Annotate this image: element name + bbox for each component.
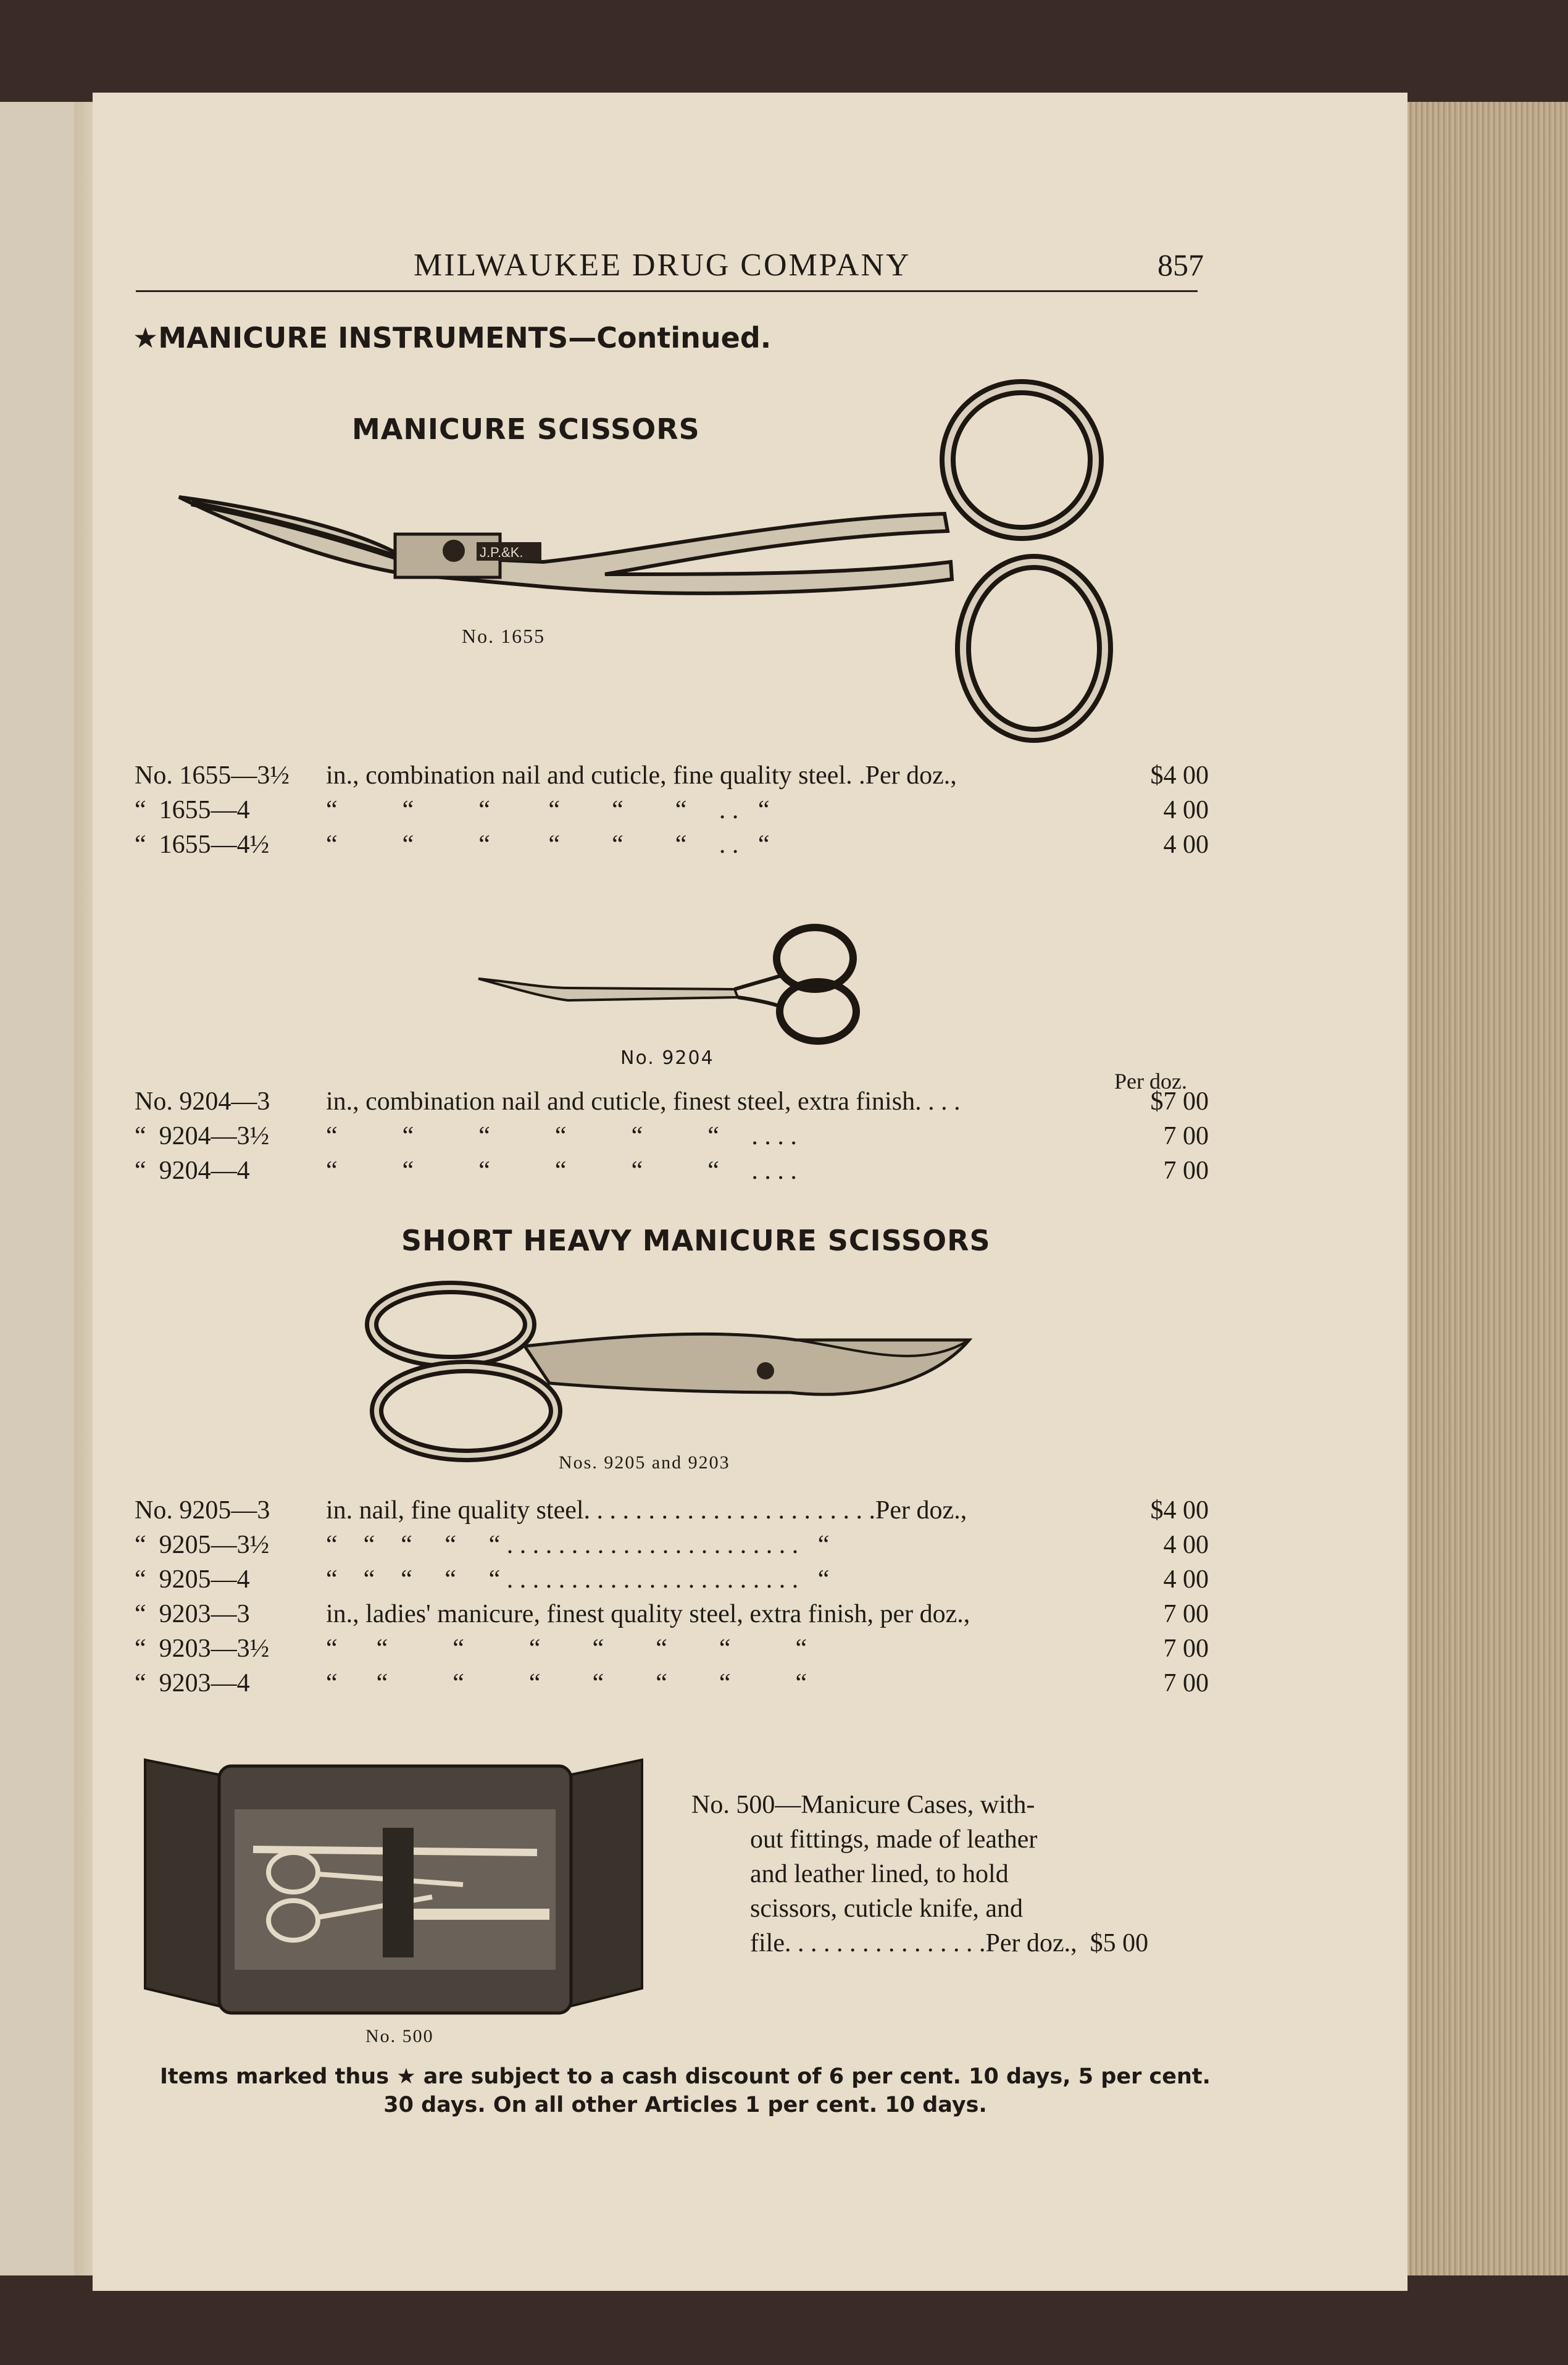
price-row — [135, 761, 1209, 795]
item-description: “ “ “ “ “ “ . . “ — [326, 796, 770, 824]
caption-9204: No. 9204 — [620, 1047, 714, 1069]
caption-500: No. 500 — [365, 2026, 434, 2046]
item-price: 4 00 — [1163, 1531, 1209, 1559]
running-header — [136, 247, 1204, 296]
price-row — [135, 1530, 1209, 1565]
description-line: and leather lined, to hold — [750, 1860, 1009, 1888]
item-description: in., ladies' manicure, finest quality steel, extra finish, per doz., — [326, 1600, 970, 1628]
price-row — [135, 1668, 1209, 1703]
item-number: “ 9204—4 — [135, 1157, 250, 1185]
item-price: 4 00 — [1163, 796, 1209, 824]
item-price: 7 00 — [1163, 1669, 1209, 1697]
running-title: MILWAUKEE DRUG COMPANY — [414, 248, 911, 283]
footnote-line: 30 days. On all other Articles 1 per cent. 10 days. — [383, 2093, 987, 2117]
caption-1655: No. 1655 — [462, 625, 546, 647]
page-edges — [1401, 102, 1568, 2275]
item-description: “ “ “ “ “ . . . . . . . . . . . . . . . . . . . . . . . “ — [326, 1531, 830, 1559]
item-description: “ “ “ “ “ “ “ “ — [326, 1669, 807, 1697]
item-number: No. 1655—3½ — [135, 761, 290, 790]
item-price: $7 00 — [1150, 1087, 1209, 1116]
item-price: $4 00 — [1150, 1496, 1209, 1525]
item-price: 7 00 — [1163, 1600, 1209, 1628]
price-row — [135, 1599, 1209, 1634]
engraving-mark: J.P.&K. — [480, 545, 523, 560]
price-row — [135, 1156, 1209, 1191]
section-title: ★MANICURE INSTRUMENTS—Continued. — [133, 321, 772, 354]
description-line: No. 500—Manicure Cases, with- — [691, 1791, 1035, 1819]
item-description: in. nail, fine quality steel. . . . . . . . . . . . . . . . . . . . . . .Per doz., — [326, 1496, 967, 1525]
price-row — [135, 830, 1209, 864]
header-rule — [136, 290, 1198, 292]
price-row — [135, 795, 1209, 830]
price-row — [135, 1634, 1209, 1668]
manicure-case-description — [691, 1788, 1210, 1961]
item-description: “ “ “ “ “ . . . . . . . . . . . . . . . . . . . . . . . “ — [326, 1565, 830, 1594]
item-price: 7 00 — [1163, 1122, 1209, 1150]
item-description: in., combination nail and cuticle, fine quality steel. .Per doz., — [326, 761, 957, 790]
item-number: No. 9204—3 — [135, 1087, 270, 1116]
item-number: “ 9203—3½ — [135, 1635, 270, 1663]
description-line: out fittings, made of leather — [750, 1825, 1038, 1854]
page-number: 857 — [1157, 248, 1204, 282]
item-number: “ 1655—4 — [135, 796, 250, 824]
item-number: No. 9205—3 — [135, 1496, 270, 1525]
footnote — [123, 2062, 1247, 2119]
item-description: in., combination nail and cuticle, finest steel, extra finish. . . . — [326, 1087, 961, 1116]
price-row — [135, 1565, 1209, 1599]
item-number: “ 9205—4 — [135, 1565, 250, 1594]
manicure-case-illustration — [142, 1741, 648, 2025]
item-number: “ 9203—3 — [135, 1600, 250, 1628]
heading-short-heavy-scissors: SHORT HEAVY MANICURE SCISSORS — [401, 1224, 991, 1257]
item-description: “ “ “ “ “ “ . . . . — [326, 1157, 797, 1185]
item-number: “ 1655—4½ — [135, 831, 270, 859]
left-page-edge — [0, 102, 74, 2275]
item-description: “ “ “ “ “ “ “ “ — [326, 1635, 807, 1663]
price-row — [135, 1121, 1209, 1156]
footnote-line: Items marked thus ★ are subject to a cash discount of 6 per cent. 10 days, 5 per cent. — [160, 2064, 1211, 2089]
item-description: “ “ “ “ “ “ . . “ — [326, 831, 770, 859]
item-number: “ 9203—4 — [135, 1669, 250, 1697]
item-price: $4 00 — [1150, 761, 1209, 790]
caption-9205-9203: Nos. 9205 and 9203 — [559, 1452, 730, 1473]
scissors-9205-illustration — [364, 1278, 982, 1463]
item-description: “ “ “ “ “ “ . . . . — [326, 1122, 797, 1150]
item-number: “ 9204—3½ — [135, 1122, 270, 1150]
heading-manicure-scissors: MANICURE SCISSORS — [352, 412, 700, 446]
price-row — [135, 1087, 1209, 1121]
item-price: 7 00 — [1163, 1157, 1209, 1185]
item-price: 4 00 — [1163, 1565, 1209, 1594]
per-doz-label: Per doz. — [1114, 1069, 1187, 1094]
item-price: 7 00 — [1163, 1635, 1209, 1663]
description-line: scissors, cuticle knife, and — [750, 1894, 1024, 1923]
scissors-9204-illustration — [475, 920, 877, 1044]
price-row — [135, 1496, 1209, 1530]
scissors-1655-illustration — [173, 377, 1210, 747]
item-number: “ 9205—3½ — [135, 1531, 270, 1559]
description-line: file. . . . . . . . . . . . . . . .Per doz., $5 00 — [750, 1929, 1149, 1957]
item-price: 4 00 — [1163, 831, 1209, 859]
